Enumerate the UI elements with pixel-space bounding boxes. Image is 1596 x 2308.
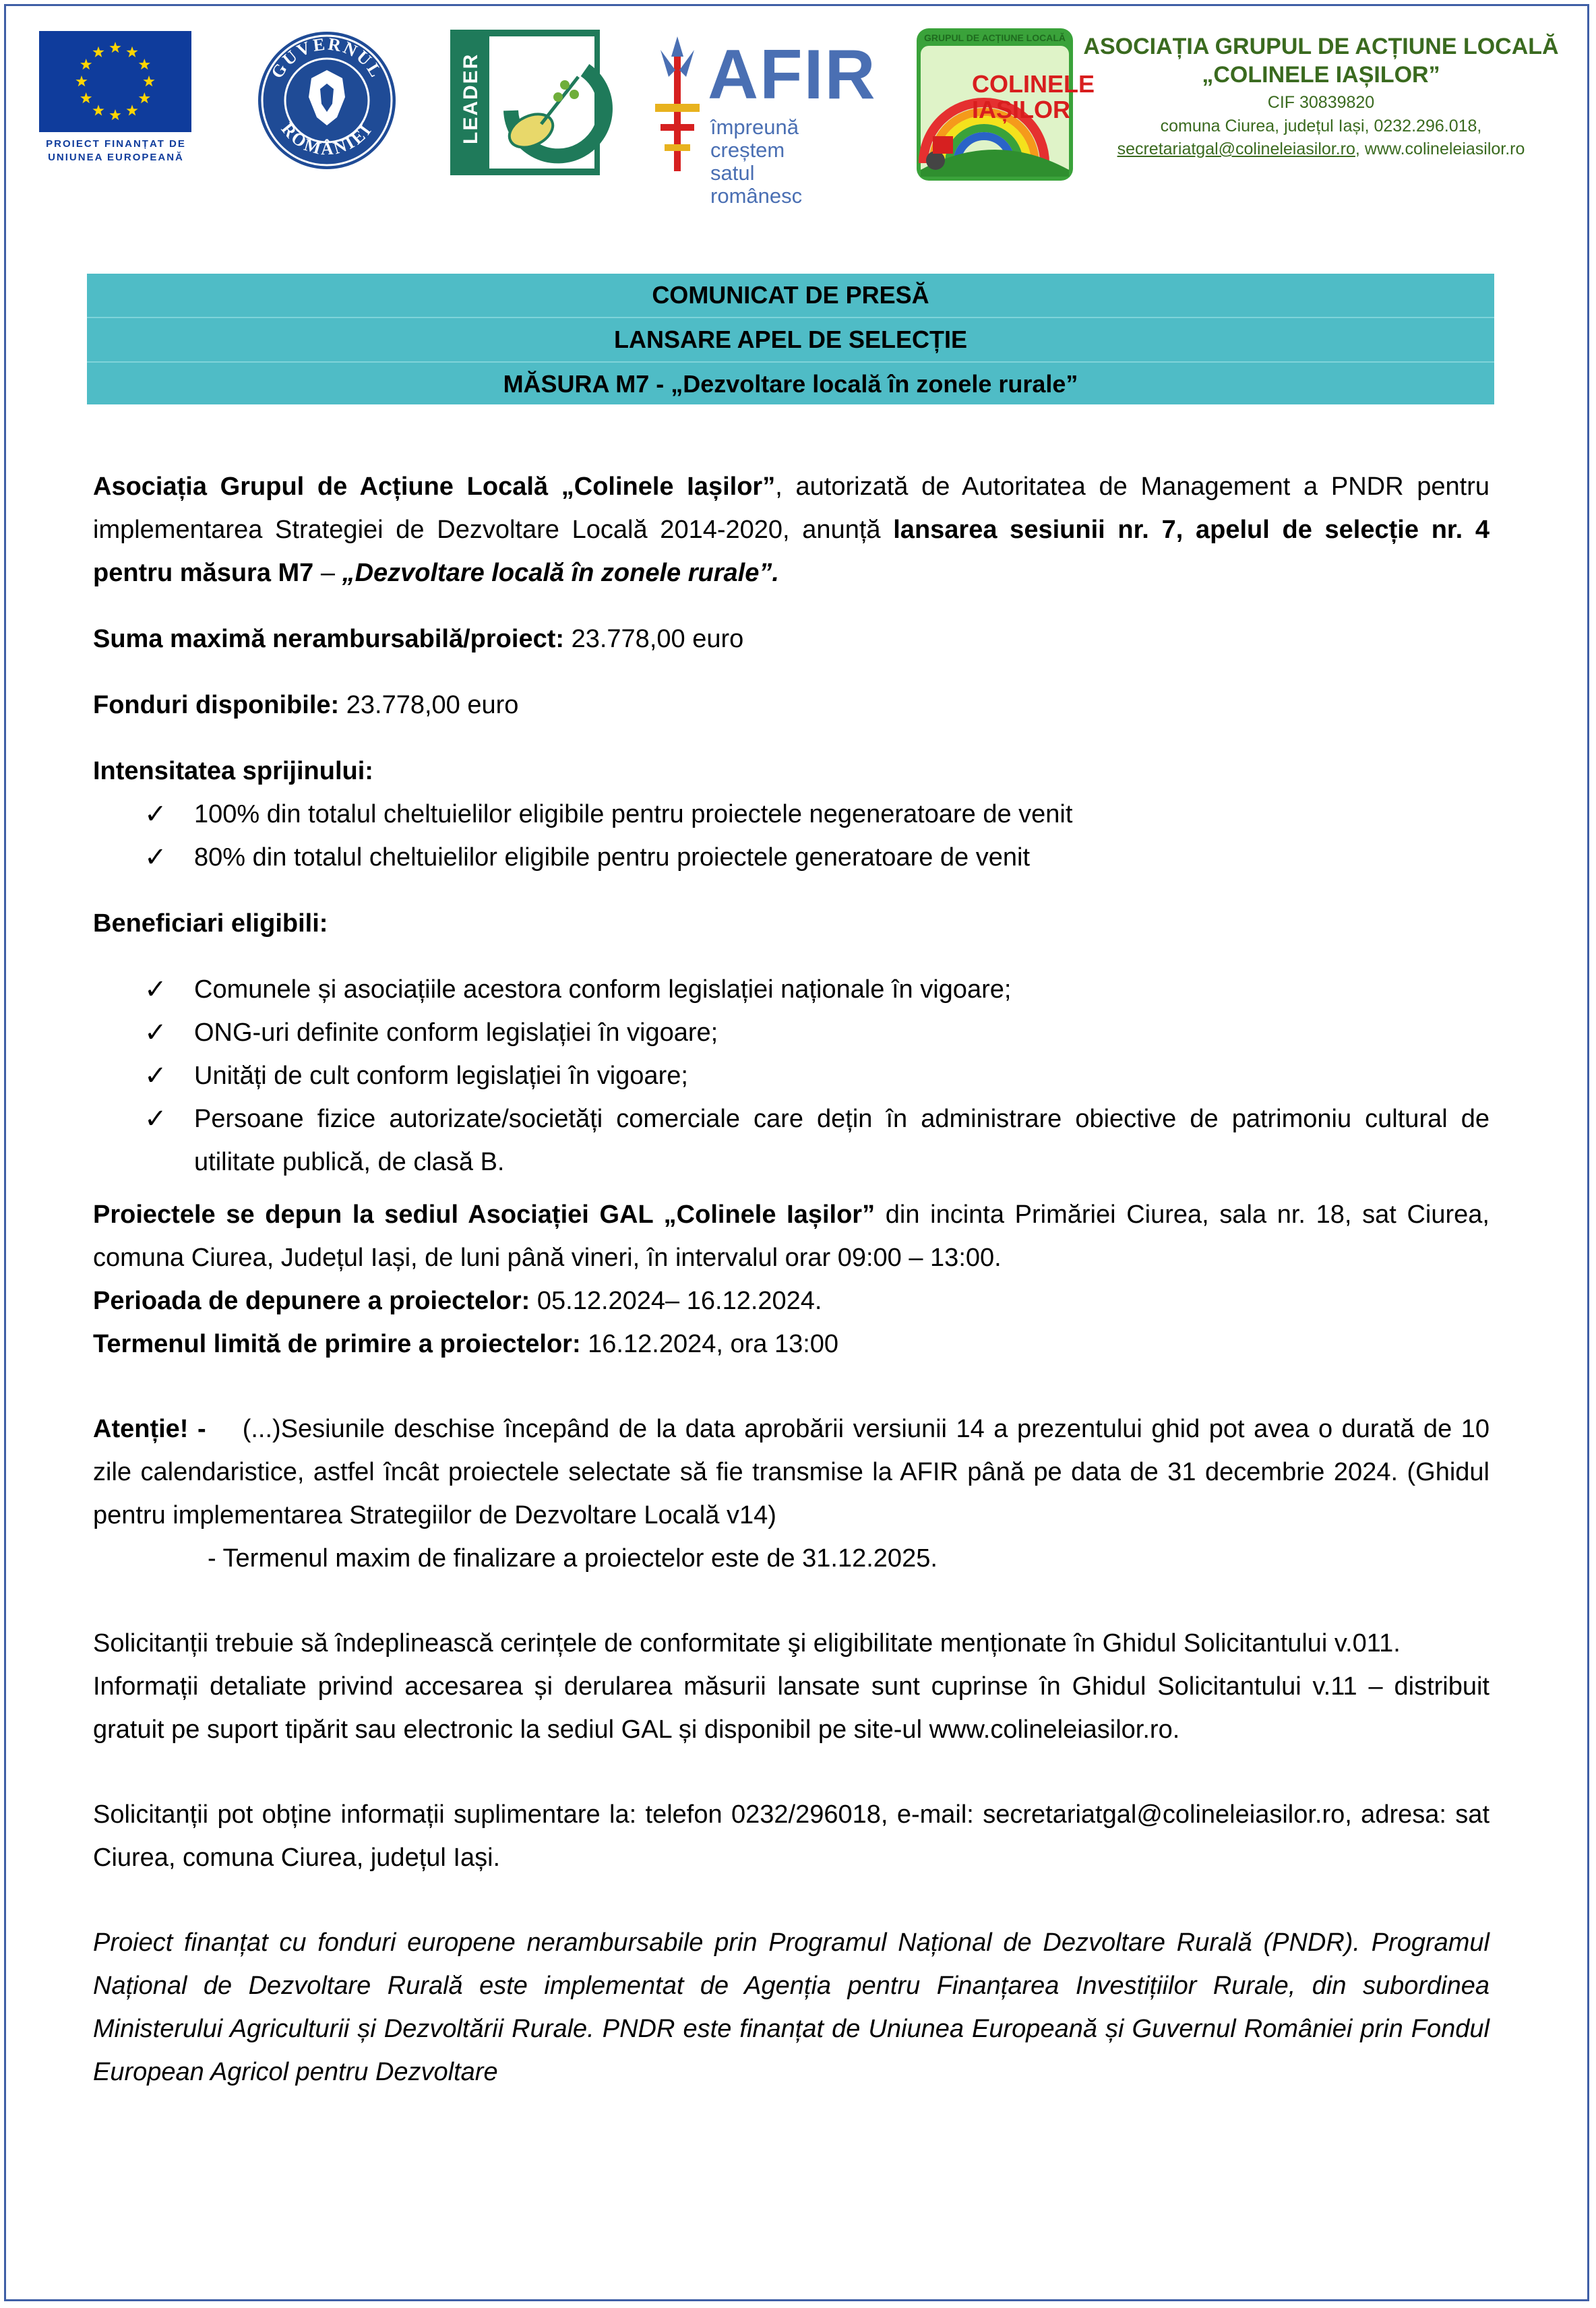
applicants-requirements: Solicitanții trebuie să îndeplinească cerințele de conformitate şi eligibilitate menționate în Ghidul Solicitantului v.011. [93,1629,1401,1658]
gal-name-line1: COLINELE [972,70,1095,98]
list-item-text: 80% din totalul cheltuielilor eligibile pentru proiectele generatoare de venit [194,843,1031,872]
org-email-link[interactable]: secretariatgal@colineleiasilor.ro [1117,140,1355,158]
document-body [93,465,1497,2094]
banner-subtitle: LANSARE APEL DE SELECȚIE [87,318,1494,363]
checkmark-icon: ✓ [144,1018,167,1047]
eligible-beneficiaries-list [93,968,1490,1184]
banner-title: COMUNICAT DE PRESĂ [87,274,1494,318]
intro-dash: – [313,559,342,587]
submission-deadline-value: 16.12.2024, ora 13:00 [580,1330,839,1358]
submission-location-text: din incinta Primăriei Ciurea, sala nr. 18, sat Ciurea, comuna Ciurea, Județul Iași, de luni până vineri, în intervalul orar 09:00 – 13:00. [93,1201,1490,1272]
max-amount-label: Suma maximă nerambursabilă/proiect: [93,625,565,653]
org-contact [1078,138,1564,160]
gov-text-bottom: ROMÂNIEI [277,119,377,159]
list-item [93,1097,1490,1184]
banner-measure: MĂSURA M7 - „Dezvoltare locală în zonele rurale” [503,370,1078,398]
eu-star-icon [139,59,150,69]
eu-caption-line1: PROIECT FINANȚAT DE [46,138,186,150]
checkmark-icon: ✓ [144,799,167,829]
org-name-line1: ASOCIAȚIA GRUPUL DE ACȚIUNE LOCALĂ [1083,34,1559,59]
organization-header [1078,32,1564,160]
eligible-beneficiaries-label [93,902,1490,945]
attention-deadline: - Termenul maxim de finalizare a proiectelor este de 31.12.2025. [208,1544,938,1573]
attention-paragraph [93,1407,1497,1537]
max-amount [93,617,1490,661]
eu-star-icon [109,42,121,53]
submission-deadline-label: Termenul limită de primire a proiectelor: [93,1330,581,1358]
eligible-beneficiaries-heading: Beneficiari eligibili: [93,909,328,938]
intro-paragraph [93,465,1490,595]
eu-star-icon [80,92,92,103]
org-name-line2: „COLINELE IAȘILOR” [1202,62,1440,88]
submission-period-value: 05.12.2024– 16.12.2024. [530,1287,822,1315]
afir-wheat-icon [651,30,705,178]
leader-logo [450,30,600,175]
gal-badge-text: GRUPUL DE ACȚIUNE LOCALĂ [924,32,1066,43]
list-item [93,968,1490,1011]
eu-logo [39,31,193,164]
eu-flag-icon [39,31,191,132]
submission-deadline [93,1323,1490,1366]
press-release-banner [87,274,1494,404]
eu-star-icon [143,75,154,86]
afir-tagline [710,116,840,208]
support-intensity-label [93,750,1490,793]
eu-star-icon [126,104,137,115]
attention-text: (...)Sesiunile deschise începând de la data aprobării versiunii 14 a prezentului ghid pot avea o durată de 10 zile calendaristice, astfel încât proiectele selectate să fie transmise la AFIR până pe data de 31 decembrie 2024. (Ghidul pentru implementarea Strategiilor de Dezvoltare Locală v14) [93,1415,1497,1529]
afir-logo [651,30,877,208]
submission-paragraph [93,1193,1490,1279]
list-item [93,836,1490,879]
org-cif: CIF 30839820 [1267,93,1375,112]
list-item [93,1011,1490,1054]
eu-star-icon [126,47,137,57]
eu-star-icon [92,104,104,115]
list-item [93,793,1490,836]
eu-caption [39,138,193,164]
eu-star-icon [75,75,87,86]
list-item-text: Unități de cult conform legislației în vigoare; [194,1062,688,1090]
leader-emblem-icon [450,30,600,175]
org-separator: , [1355,140,1365,158]
eu-star-icon [80,59,92,69]
gov-text-top: GUVERNUL [267,34,387,82]
attention-label: Atenție! - [93,1415,206,1443]
intro-org-name: Asociația Grupul de Acțiune Locală „Colinele Iașilor” [93,473,776,501]
checkmark-icon: ✓ [144,1104,167,1134]
applicants-information: Informații detaliate privind accesarea și derularea măsurii lansate sunt cuprinse în Ghidul Solicitantului v.11 – distribuit gratuit pe suport tipărit sau electronic la sediul GAL și disponibil pe site-ul www.colineleiasilor.ro. [93,1672,1490,1744]
org-address: comuna Ciurea, județul Iași, 0232.296.018, [1160,117,1482,135]
org-website: www.colineleiasilor.ro [1364,140,1525,158]
applicants-contact: Solicitanții pot obține informații suplimentare la: telefon 0232/296018, e-mail: secretariatgal@colineleiasilor.ro, adresa: sat Ciurea, comuna Ciurea, județul Iași. [93,1800,1490,1872]
checkmark-icon: ✓ [144,843,167,872]
list-item-text: Comunele și asociațiile acestora conform legislației naționale în vigoare; [194,975,1012,1004]
submission-period-label: Perioada de depunere a proiectelor: [93,1287,530,1315]
intro-measure-name: „Dezvoltare locală în zonele rurale”. [342,559,779,587]
list-item [93,1054,1490,1097]
available-funds-label: Fonduri disponibile: [93,691,340,719]
government-seal-logo [256,30,398,171]
eu-star-icon [109,109,121,120]
eu-caption-line2: UNIUNEA EUROPEANĂ [48,152,184,163]
checkmark-icon: ✓ [144,975,167,1004]
gal-name [972,70,1095,123]
max-amount-value: 23.778,00 euro [564,625,744,653]
submission-location-label: Proiectele se depun la sediul Asociației GAL „Colinele Iașilor” [93,1201,876,1229]
submission-period [93,1279,1490,1323]
afir-tagline-line2: satul românesc [710,161,803,208]
eu-star-icon [139,92,150,103]
list-item-text: 100% din totalul cheltuielilor eligibile pentru proiectele negeneratoare de venit [194,800,1073,828]
list-item-text: ONG-uri definite conform legislației în vigoare; [194,1019,718,1047]
eu-stars-icon [39,31,191,132]
checkmark-icon: ✓ [144,1061,167,1091]
gal-name-line2: IAȘILOR [972,96,1071,123]
available-funds-value: 23.778,00 euro [339,691,519,719]
intro-text: , autorizată de Autoritatea de Management a PNDR pentru implementarea Strategiei de Dezvoltare Locală 2014-2020, anunță [93,473,1490,544]
afir-tagline-line1: împreună creștem [710,115,799,162]
eu-star-icon [92,47,104,57]
intro-session: lansarea sesiunii nr. 7, apelul de selecție nr. 4 pentru măsura M7 [93,516,1490,587]
support-intensity-list [93,793,1490,879]
gal-colinele-iasilor-logo [917,28,1095,181]
government-seal-icon [256,30,398,171]
available-funds [93,684,1490,727]
funding-footer-note: Proiect finanțat cu fonduri europene nerambursabile prin Programul Național de Dezvoltare Rurală (PNDR). Programul Național de Dezvoltare Rurală este implementat de Agenția pentru Finanțarea Investițiilor Rurale, din subordinea Ministerului Agriculturii și Dezvoltării Rurale. PNDR este finanțat de Uniunea Europeană și Guvernul României prin Fondul European Agricol pentru Dezvoltare [93,1929,1490,2086]
support-intensity-heading: Intensitatea sprijinului: [93,757,373,785]
leader-text: LEADER [460,53,482,144]
list-item-text: Persoane fizice autorizate/societăți comerciale care dețin în administrare obiective de patrimoniu cultural de utilitate publică, de clasă B. [194,1105,1490,1176]
afir-wordmark: AFIR [708,36,877,114]
